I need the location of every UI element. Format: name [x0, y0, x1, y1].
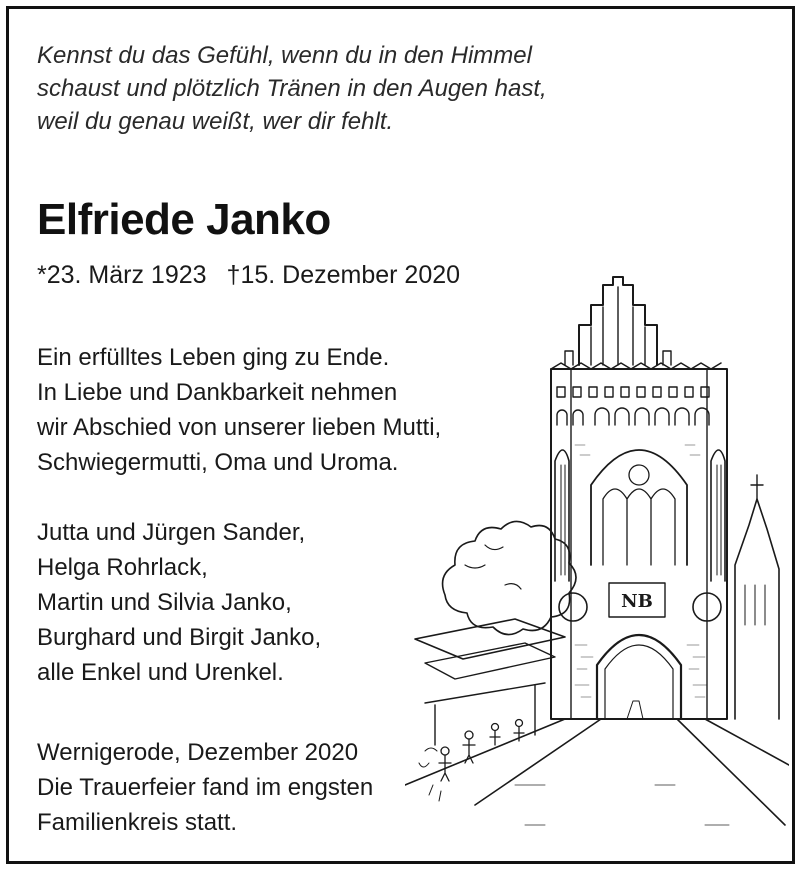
mourner-line: Jutta und Jürgen Sander,: [37, 519, 306, 546]
closing-note: [37, 735, 373, 840]
tree-foliage: [443, 521, 576, 634]
closing-line: Wernigerode, Dezember 2020: [37, 739, 359, 766]
life-dates: [37, 261, 460, 290]
message-line: Ein erfülltes Leben ging zu Ende.: [37, 344, 390, 371]
memorial-quote: [37, 39, 547, 138]
street-lines: [405, 719, 789, 825]
quote-line: Kennst du das Gefühl, wenn du in den Himmel: [37, 42, 532, 69]
quote-line: schaust und plötzlich Tränen in den Augen hast,: [37, 75, 547, 102]
death-date: †15. Dezember 2020: [226, 261, 461, 289]
market-awning: [415, 619, 565, 659]
gate-tower: [551, 369, 727, 719]
mourner-line: Helga Rohrlack,: [37, 554, 208, 581]
message-line: wir Abschied von unserer lieben Mutti,: [37, 414, 442, 441]
mourner-line: Burghard und Birgit Janko,: [37, 624, 322, 651]
city-gate-drawing: [405, 265, 789, 855]
gate-archway: [597, 635, 681, 719]
mourner-line: alle Enkel und Urenkel.: [37, 659, 284, 686]
deceased-name: Elfriede Janko: [37, 195, 331, 244]
mourner-line: Martin und Silvia Janko,: [37, 589, 292, 616]
message-line: In Liebe und Dankbarkeit nehmen: [37, 379, 398, 406]
gate-sign: NB: [621, 591, 653, 612]
closing-line: Familienkreis statt.: [37, 809, 238, 836]
closing-line: Die Trauerfeier fand im engsten: [37, 774, 374, 801]
obituary-notice: [6, 6, 795, 864]
quote-line: weil du genau weißt, wer dir fehlt.: [37, 108, 394, 135]
mourners-list: [37, 515, 321, 690]
birth-date: *23. März 1923: [37, 261, 207, 289]
message-line: Schwiegermutti, Oma und Uroma.: [37, 449, 399, 476]
side-building: [735, 499, 779, 719]
farewell-message: [37, 340, 441, 480]
